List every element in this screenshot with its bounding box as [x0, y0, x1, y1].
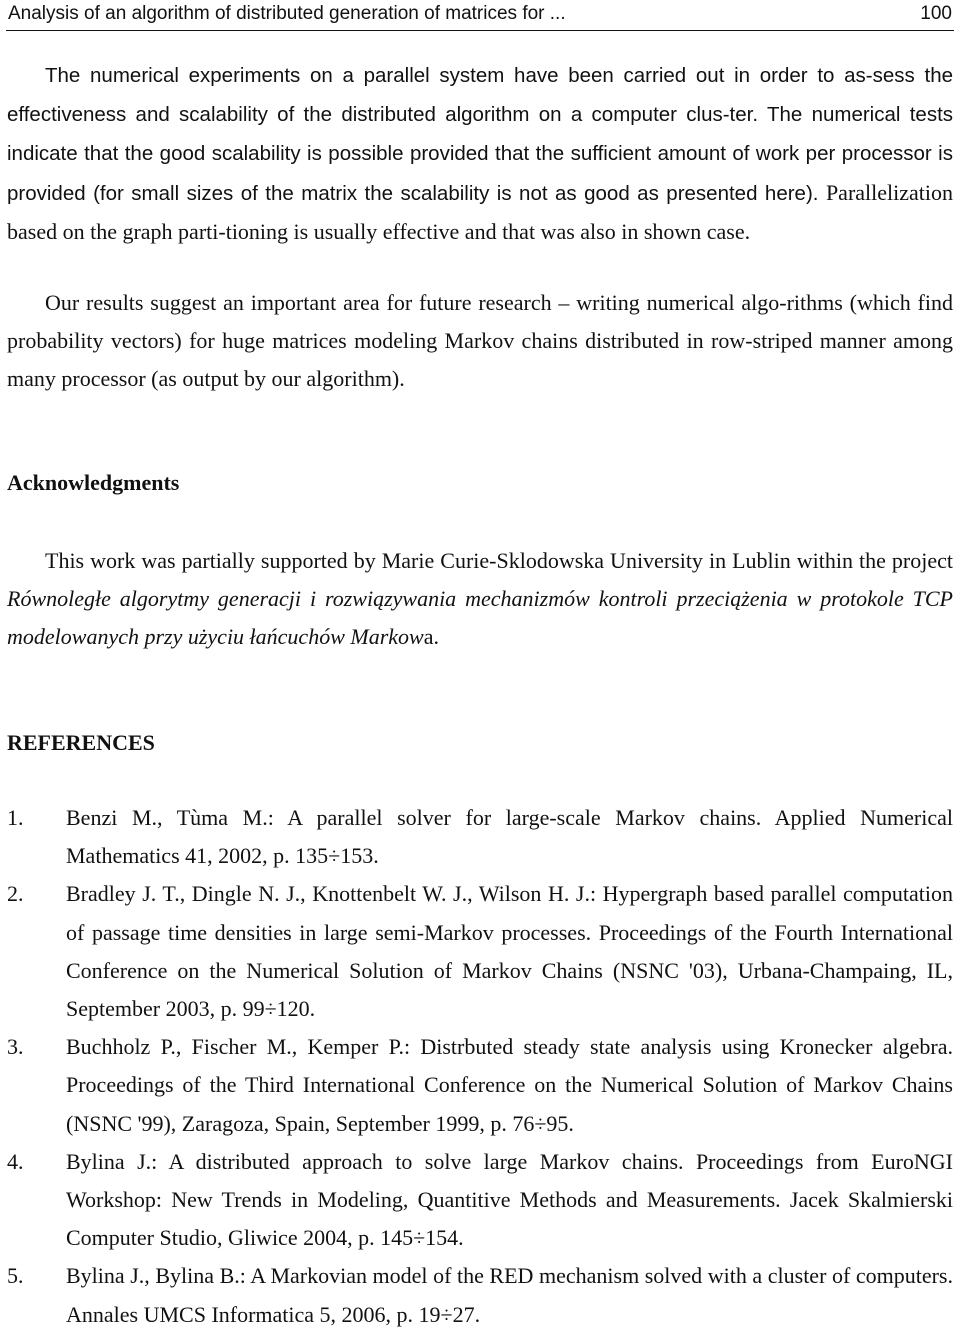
- references-heading: REFERENCES: [7, 730, 155, 755]
- reference-number: 3.: [7, 1034, 24, 1060]
- reference-item: [7, 875, 953, 1028]
- running-header: [6, 0, 954, 31]
- reference-text: Bylina J.: A distributed approach to solve large Markov chains. Proceedings from EuroNGI Workshop: New Trends in Modeling, Quantitive Methods and Measurements. Jacek Skalmierski Computer Studio, Gliwice 2004, p. 145÷154.: [66, 1148, 953, 1251]
- reference-text: Bradley J. T., Dingle N. J., Knottenbelt W. J., Wilson H. J.: Hypergraph based parallel computation of passage time densities in large semi-Markov processes. Proceedings of the Fourth International Conference on the Numerical Solution of Markov Chains (NSNC '03), Urbana-Champaing, IL, September 2003, p. 99÷120.: [66, 881, 953, 1022]
- reference-number: 1.: [7, 805, 24, 830]
- body-paragraph-1: [7, 56, 953, 251]
- body-paragraph-1-part-1: The numerical experiments on a parallel system have been carried out in order to as-sess the effectiveness and scalability of the distributed algorithm on a computer clus-ter.: [7, 64, 953, 127]
- body-paragraph-1-part-3: Parallelization based on the graph parti-tioning is usually effective and that was also in shown case.: [7, 179, 953, 244]
- running-header-title: Analysis of an algorithm of distributed generation of matrices for ...: [8, 3, 566, 24]
- reference-number: 5.: [7, 1263, 24, 1289]
- reference-number: 4.: [7, 1148, 24, 1174]
- page-number: 100: [920, 3, 952, 24]
- reference-item: [7, 799, 953, 875]
- reference-item: [7, 1257, 953, 1333]
- reference-item: [7, 1143, 953, 1258]
- reference-item: [7, 1028, 953, 1143]
- body-paragraph-1-part-2: The numerical tests indicate that the good scalability is possible provided that the sufficient amount of work per processor is provided (for small sizes of the matrix the scalability is not as good as presented here).: [7, 103, 954, 205]
- body-paragraph-2: Our results suggest an important area for future research – writing numerical algo-rithms (which find probability vectors) for huge matrices modeling Markov chains distributed in row-striped manner among many processor (as output by our algorithm).: [7, 290, 953, 392]
- acknowledgments-text-end: a.: [423, 624, 439, 650]
- reference-text: Bylina J., Bylina B.: A Markovian model of the RED mechanism solved with a cluster of computers. Annales UMCS Informatica 5, 2006, p. 19÷27.: [66, 1263, 953, 1327]
- acknowledgments-text-plain: This work was partially supported by Marie Curie-Sklodowska University in Lublin within the project: [45, 548, 953, 573]
- acknowledgments-project-title: Równoległe algorytmy generacji i rozwiązywania mechanizmów kontroli przeciążenia w protokole TCP modelowanych przy użyciu łańcuchów Markow: [7, 586, 953, 650]
- reference-text: Buchholz P., Fischer M., Kemper P.: Distrbuted steady state analysis using Kronecker algebra. Proceedings of the Third International Conference on the Numerical Solution of Markov Chains (NSNC '99), Zaragoza, Spain, September 1999, p. 76÷95.: [66, 1034, 953, 1136]
- acknowledgments-text: [7, 542, 953, 657]
- reference-number: 2.: [7, 881, 24, 907]
- acknowledgments-heading: Acknowledgments: [7, 470, 180, 495]
- reference-text: Benzi M., Tùma M.: A parallel solver for large-scale Markov chains. Applied Numerical Mathematics 41, 2002, p. 135÷153.: [66, 805, 953, 869]
- references-list: [7, 799, 953, 1334]
